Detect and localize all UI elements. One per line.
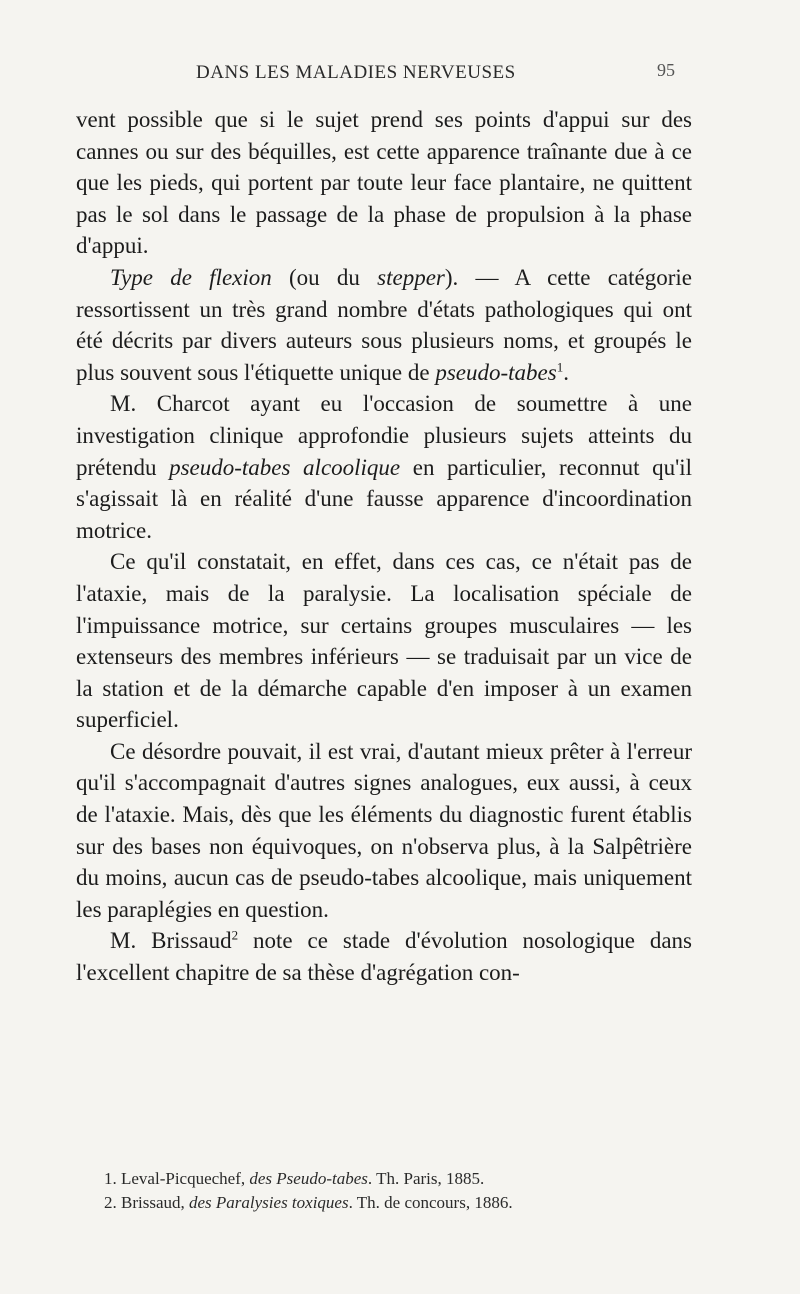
paragraph-text: . [563, 359, 569, 385]
paragraph [76, 388, 692, 546]
footnote-author: Leval-Picquechef, [121, 1169, 250, 1188]
footnote [104, 1167, 704, 1191]
paragraph [76, 736, 692, 926]
paragraph-text: note ce stade d'évolution nosologique dans l'excellent chapitre de sa thèse d'agrégation con- [76, 928, 692, 986]
paragraph [76, 104, 692, 262]
italic-term: pseudo-tabes [435, 359, 557, 385]
italic-term: pseudo-tabes alcoolique [169, 454, 401, 480]
paragraph-text: en particulier, reconnut qu'il s'agissait là en réalité d'une fausse apparence d'incoordination motrice. [76, 454, 692, 543]
footnote-title: des Pseudo-tabes [249, 1169, 368, 1188]
footnote [104, 1191, 704, 1215]
italic-heading: Type de flexion [110, 264, 272, 290]
paragraph-text: M. Brissaud [110, 928, 232, 954]
footnotes [104, 1167, 704, 1215]
page-number: 95 [657, 60, 675, 80]
footnote-number: 1. [104, 1169, 117, 1188]
paragraph [76, 546, 692, 736]
running-title: DANS LES MALADIES NERVEUSES [196, 62, 516, 83]
paragraph-text: (ou du [271, 264, 378, 290]
paragraph-text: Ce qu'il constatait, en effet, dans ces cas, ce n'était pas de l'ataxie, mais de la paralysie. La localisation spéciale de l'impuissance motrice, sur certains groupes musculaires — les extenseurs des membres inférieurs — se traduisait par un vice de la station et de la démarche capable d'en imposer à un examen superficiel. [76, 549, 692, 733]
footnote-rest: . Th. de concours, 1886. [348, 1193, 513, 1212]
paragraph-text: M. Charcot ayant eu l'occasion de soumettre à une investigation clinique approfondie plusieurs sujets atteints du prétendu [76, 391, 692, 480]
footnote-rest: . Th. Paris, 1885. [367, 1169, 485, 1188]
body-text [76, 104, 692, 989]
paragraph-text: Ce désordre pouvait, il est vrai, d'autant mieux prêter à l'erreur qu'il s'accompagnait d'autres signes analogues, eux aussi, à ceux de l'ataxie. Mais, dès que les éléments du diagnostic furent établis sur des bases non équivoques, on n'observa plus, à la Salpêtrière du moins, aucun cas de pseudo-tabes alcoolique, mais uniquement les paraplégies en question. [76, 738, 692, 922]
footnote-number: 2. [104, 1193, 117, 1212]
italic-term: stepper [377, 264, 445, 290]
paragraph [76, 262, 692, 388]
paragraph-text: ). — A cette catégorie ressortissent un très grand nombre d'états pathologiques qui ont été décrits par divers auteurs sous plusieurs noms, et groupés le plus souvent sous l'étiquette unique de [76, 264, 692, 385]
footnote-ref: 2 [231, 927, 239, 943]
footnote-author: Brissaud, [121, 1193, 189, 1212]
paragraph [76, 925, 692, 988]
footnote-ref: 1 [556, 359, 564, 375]
footnote-title: des Paralysies toxiques [189, 1193, 349, 1212]
paragraph-text: vent possible que si le sujet prend ses points d'appui sur des cannes ou sur des béquilles, est cette apparence traînante due à ce que les pieds, qui portent par toute leur face plantaire, ne quittent pas le sol dans le passage de la phase de propulsion à la phase d'appui. [76, 107, 692, 259]
